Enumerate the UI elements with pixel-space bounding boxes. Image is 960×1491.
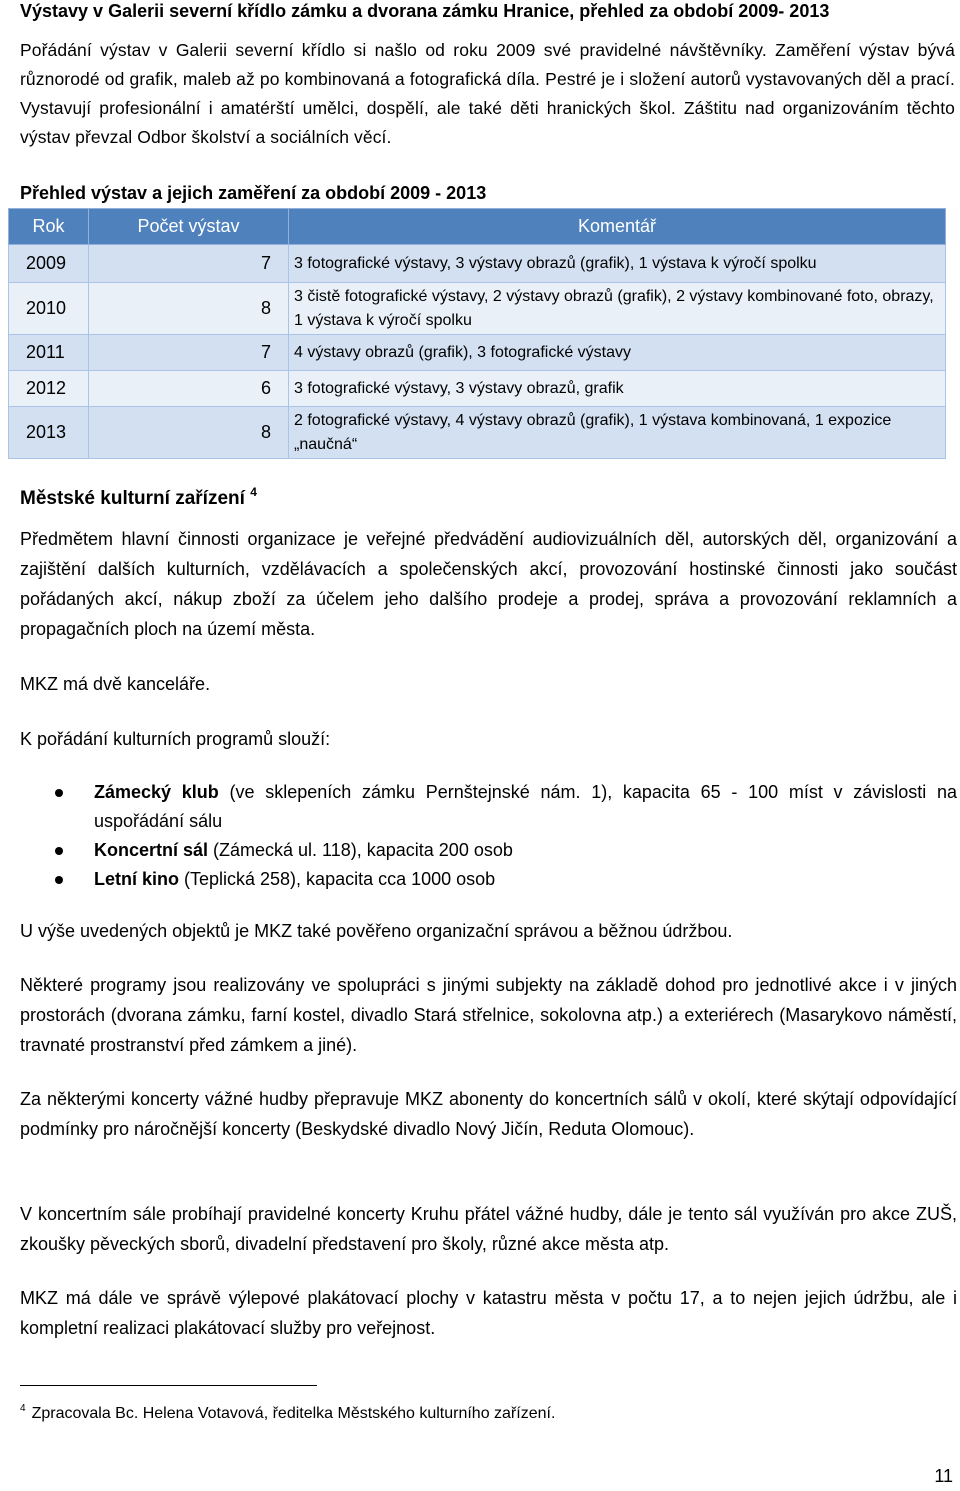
intro-paragraph — [20, 36, 955, 152]
paragraph-management: U výše uvedených objektů je MKZ také pověřeno organizační správou a běžnou údržbou. — [20, 921, 733, 941]
cell-year: 2009 — [9, 245, 89, 283]
venue-list — [20, 778, 957, 894]
venue-detail: (Zámecká ul. 118), kapacita 200 osob — [208, 840, 513, 860]
paragraph-posters: MKZ má dále ve správě výlepové plakátovací plochy v katastru města v počtu 17, a to nejen jejich údržbu, ale i kompletní realizaci plakátovací služby pro veřejnost. — [20, 1288, 957, 1338]
exhibitions-table — [8, 208, 946, 459]
paragraph-subject: Předmětem hlavní činnosti organizace je veřejné předvádění audiovizuálních děl, autorských děl, organizování a zajištění dalších kulturních, vzdělávacích a společenských akcí, provozování hostinské činnosti jako součást pořádaných akcí, nákup zboží za účelem jeho dalšího prodeje a prodej, správa a provozování reklamních a propagačních ploch na území města. — [20, 529, 957, 639]
intro-text: Pořádání výstav v Galerii severní křídlo si našlo od roku 2009 své pravidelné návštěvníky. Zaměření výstav bývá různorodé od grafik, maleb až po kombinovaná a fotografická díla. Pestré je i složení autorů vystavovaných děl a prací. Vystavují profesionální i amatérští umělci, dospělí, ale také děti hranických škol. Záštitu nad organizováním těchto výstav převzal Odbor školství a sociálních věcí. — [20, 40, 955, 147]
venue-name: Koncertní sál — [94, 840, 209, 860]
cell-comment: 3 fotografické výstavy, 3 výstavy obrazů, grafik — [289, 371, 946, 407]
exhibitions-heading: Výstavy v Galerii severní křídlo zámku a dvorana zámku Hranice, přehled za období 2009- 2013 — [20, 1, 830, 21]
mkz-heading — [20, 478, 257, 513]
cell-count: 7 — [89, 245, 289, 283]
mkz-heading-text: Městské kulturní zařízení — [20, 488, 245, 509]
paragraph-concerts: Za některými koncerty vážné hudby přepravuje MKZ abonenty do koncertních sálů v okolí, které skýtají odpovídající podmínky pro náročnější koncerty (Beskydské divadlo Nový Jičín, Reduta Olomouc). — [20, 1089, 957, 1139]
cell-comment: 3 čistě fotografické výstavy, 2 výstavy obrazů (grafik), 2 výstavy kombinované foto, obrazy, 1 výstava k výročí spolku — [289, 283, 946, 335]
table-row — [9, 335, 946, 371]
footnote-number: 4 — [20, 1403, 26, 1414]
cell-count: 8 — [89, 407, 289, 459]
bullet-icon — [55, 876, 63, 884]
table-row — [9, 407, 946, 459]
header-year: Rok — [9, 209, 89, 245]
footnote — [20, 1398, 555, 1425]
paragraph-hall: V koncertním sále probíhají pravidelné koncerty Kruhu přátel vážné hudby, dále je tento sál využíván pro akce ZUŠ, zkoušky pěveckých sborů, divadelní představení pro školy, různé akce města atp. — [20, 1204, 957, 1254]
paragraph-programs-intro: K pořádání kulturních programů slouží: — [20, 729, 331, 749]
venue-name: Letní kino — [94, 869, 179, 889]
venue-detail: (Teplická 258), kapacita cca 1000 osob — [179, 869, 496, 889]
table-row — [9, 371, 946, 407]
cell-count: 6 — [89, 371, 289, 407]
header-count: Počet výstav — [89, 209, 289, 245]
bullet-icon — [55, 789, 63, 797]
paragraph-cooperation: Některé programy jsou realizovány ve spolupráci s jinými subjekty na základě dohod pro jednotlivé akce i v jiných prostorách (dvorana zámku, farní kostel, divadlo Stará střelnice, sokolovna atp.) a exteriérech (Masarykovo náměstí, travnaté prostranství před zámkem a jiné). — [20, 975, 957, 1055]
table-title: Přehled výstav a jejich zaměření za období 2009 - 2013 — [20, 183, 487, 203]
footnote-divider — [20, 1385, 317, 1386]
cell-year: 2012 — [9, 371, 89, 407]
venue-name: Zámecký klub — [94, 782, 219, 802]
cell-comment: 4 výstavy obrazů (grafik), 3 fotografické výstavy — [289, 335, 946, 371]
venue-detail: (ve sklepeních zámku Pernštejnské nám. 1), kapacita 65 - 100 míst v závislosti na uspořádání sálu — [94, 782, 958, 831]
list-item — [20, 865, 957, 894]
cell-year: 2013 — [9, 407, 89, 459]
header-comment: Komentář — [289, 209, 946, 245]
cell-comment: 2 fotografické výstavy, 4 výstavy obrazů (grafik), 1 výstava kombinovaná, 1 expozice „naučná“ — [289, 407, 946, 459]
list-item — [20, 778, 957, 836]
paragraph-offices: MKZ má dvě kanceláře. — [20, 674, 211, 694]
cell-year: 2010 — [9, 283, 89, 335]
table-row — [9, 245, 946, 283]
cell-year: 2011 — [9, 335, 89, 371]
footnote-text: Zpracovala Bc. Helena Votavová, ředitelka Městského kulturního zařízení. — [31, 1405, 556, 1422]
table-row — [9, 283, 946, 335]
footnote-ref[interactable]: 4 — [250, 485, 257, 499]
cell-comment: 3 fotografické výstavy, 3 výstavy obrazů (grafik), 1 výstava k výročí spolku — [289, 245, 946, 283]
table-header-row — [9, 209, 946, 245]
bullet-icon — [55, 847, 63, 855]
list-item — [20, 836, 957, 865]
cell-count: 7 — [89, 335, 289, 371]
page-number: 11 — [934, 1466, 953, 1486]
cell-count: 8 — [89, 283, 289, 335]
